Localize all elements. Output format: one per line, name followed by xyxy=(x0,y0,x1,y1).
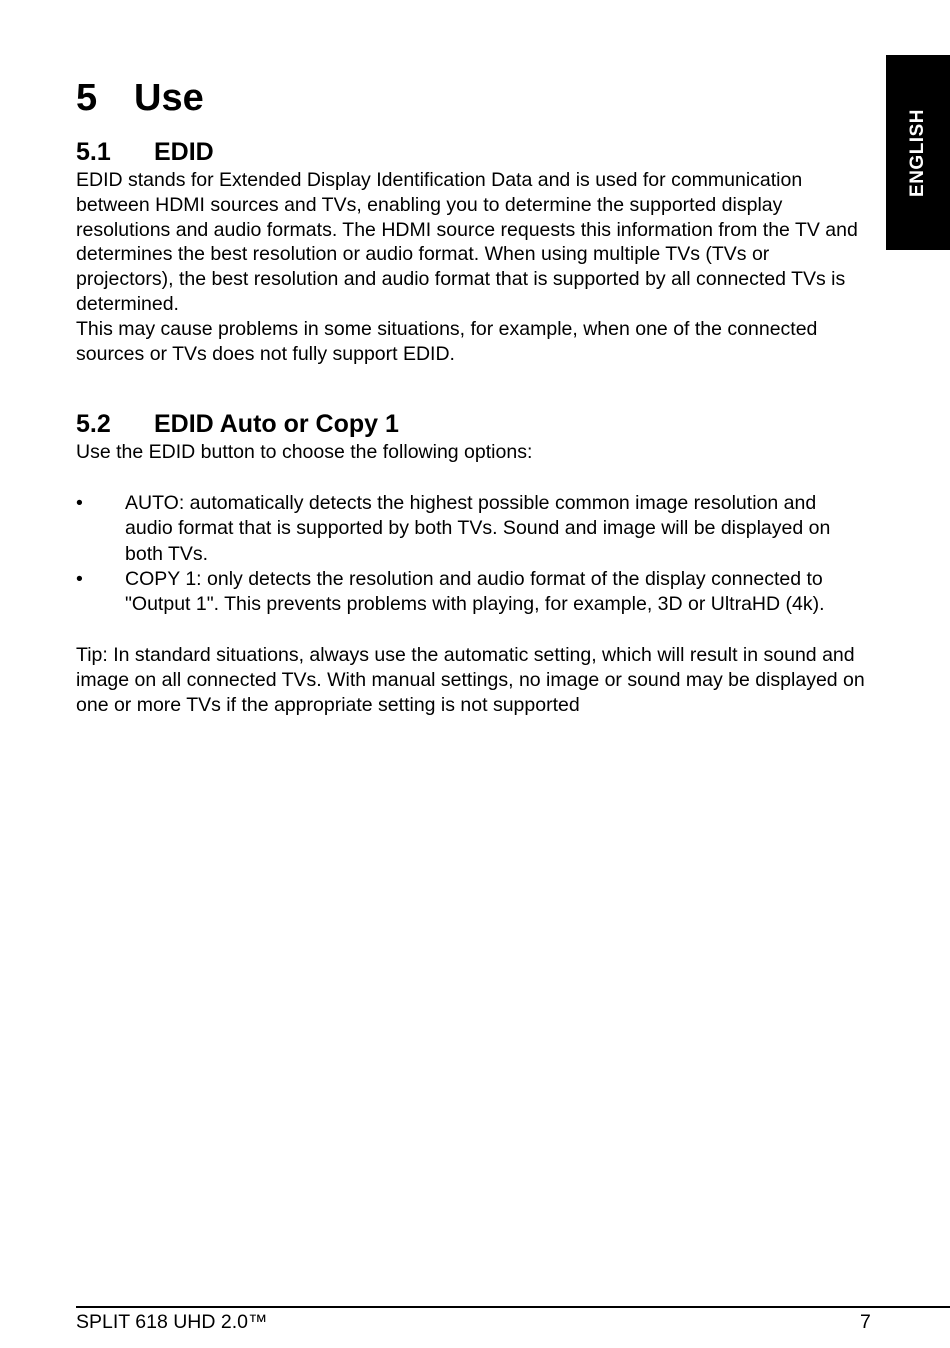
chapter-number: 5 xyxy=(76,77,98,119)
section-title: EDID Auto or Copy 1 xyxy=(154,410,399,439)
page-number: 7 xyxy=(860,1311,871,1333)
list-item-text: AUTO: automatically detects the highest possible common image resolution and audio format that is supported by both TVs. Sound and image will be displayed on both TVs. xyxy=(125,492,831,565)
chapter-heading xyxy=(76,72,866,124)
section-heading-edid-auto xyxy=(76,408,866,440)
language-tab-label: ENGLISH xyxy=(907,108,928,197)
page-content xyxy=(76,72,866,718)
list-item xyxy=(76,567,866,617)
section-title: EDID xyxy=(154,138,214,166)
bullet-icon: • xyxy=(76,567,83,590)
list-item xyxy=(76,491,866,567)
tip-paragraph: Tip: In standard situations, always use the automatic setting, which will result in sound and image on all connected TVs. With manual settings, no image or sound may be displayed on one or more TVs if the appropriate setting is not supported xyxy=(76,644,865,716)
edid-paragraph-1: EDID stands for Extended Display Identification Data and is used for communication between HDMI sources and TVs, enabling you to determine the supported display resolutions and audio formats. The HDMI source requests this information from the TV and determines the best resolution or audio format. When using multiple TVs (TVs or projectors), the best resolution and audio format that is supported by all connected TVs is determined. xyxy=(76,169,858,315)
footer-product-name: SPLIT 618 UHD 2.0™ xyxy=(76,1311,268,1333)
list-item-text: COPY 1: only detects the resolution and audio format of the display connected to "Output 1". This prevents problems with playing, for example, 3D or UltraHD (4k). xyxy=(125,567,825,615)
options-list xyxy=(76,491,866,617)
section-number: 5.1 xyxy=(76,138,111,166)
edid-paragraph-2: This may cause problems in some situations, for example, when one of the connected sources or TVs does not fully support EDID. xyxy=(76,317,818,365)
section-number: 5.2 xyxy=(76,410,111,439)
chapter-title: Use xyxy=(134,77,204,119)
options-intro: Use the EDID button to choose the following options: xyxy=(76,441,533,464)
section-heading-edid xyxy=(76,136,866,168)
language-tab xyxy=(886,55,950,250)
bullet-icon: • xyxy=(76,492,83,515)
footer-divider xyxy=(76,1306,950,1308)
